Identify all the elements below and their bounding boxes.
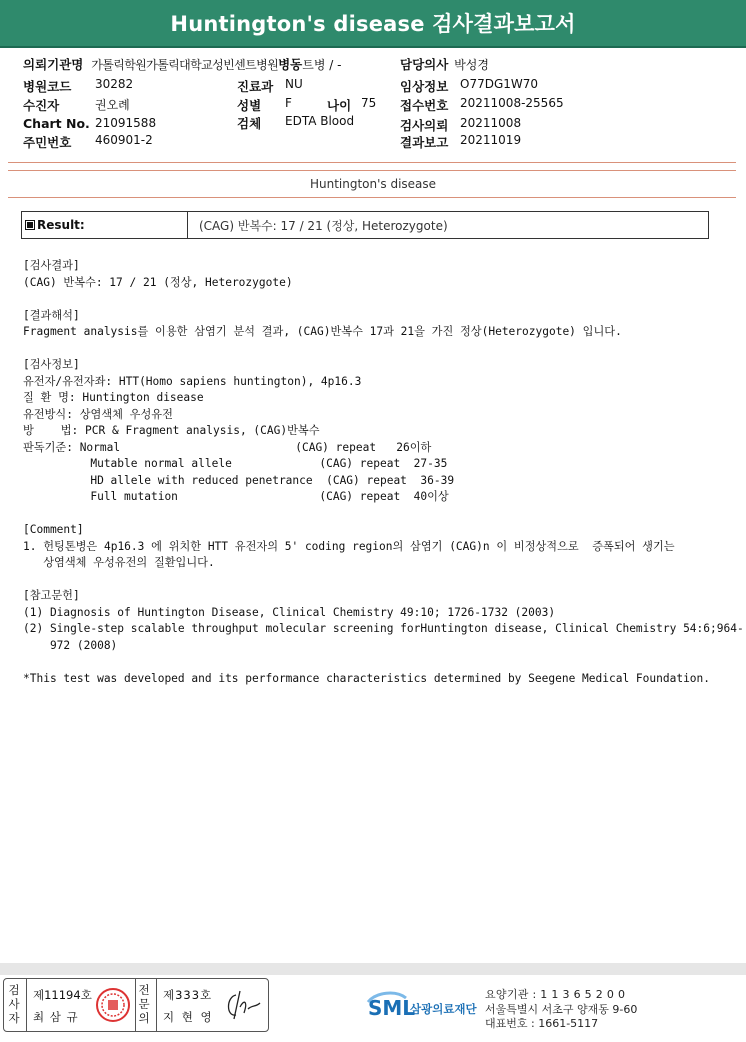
- divider-top-2: [8, 170, 736, 171]
- result-box: [21, 211, 709, 239]
- body-line: Fragment analysis를 이용한 삼염기 분석 결과, (CAG)반복수 17과 21을 가진 정상(Heterozygote) 입니다.: [23, 325, 622, 338]
- body-line: Mutable normal allele (CAG) repeat 27-35: [23, 457, 448, 470]
- institution-value: 가톨릭학원가톨릭대학교성빈센트병원: [91, 58, 279, 72]
- checkbox-icon: [25, 220, 35, 230]
- body-line: (2) Single-step scalable throughput molecular screening forHuntington disease, Clinical Chemistry 54:6;964-: [23, 622, 744, 635]
- agency-code: 요양기관 : 1 1 3 6 5 2 0 0: [485, 988, 626, 1001]
- section-title: Huntington's disease: [309, 177, 437, 191]
- signature-box: [3, 978, 269, 1032]
- body-line: 유전자/유전자좌: HTT(Homo sapiens huntington), 4p16.3: [23, 374, 362, 388]
- sml-logo-text: SML: [368, 996, 416, 1020]
- reviewer-name: 지 현 영: [163, 1010, 214, 1024]
- divider-top: [8, 162, 736, 163]
- body-line: 1. 헌팅톤병은 4p16.3 에 위치한 HTT 유전자의 5' coding region의 삼염기 (CAG)n 이 비정상적으로 증폭되어 생기는: [23, 539, 675, 553]
- sex-value: F: [285, 96, 292, 110]
- body-line: 방 법: PCR & Fragment analysis, (CAG)반복수: [23, 424, 320, 437]
- body-line: 972 (2008): [23, 638, 118, 652]
- hospital-code-value: 30282: [95, 77, 134, 91]
- resident-no-value: 460901-2: [95, 133, 153, 147]
- section-heading: [검사결과]: [23, 259, 80, 272]
- tester-seal-icon: [95, 987, 131, 1023]
- section-heading: [검사정보]: [23, 358, 80, 371]
- patient-name-value: 권오례: [95, 98, 130, 112]
- address: 서울특별시 서초구 양재동 9-60: [485, 1003, 638, 1016]
- tester-license: 제11194호: [33, 988, 92, 1002]
- footer-band: [0, 963, 746, 975]
- section-heading: [Comment]: [23, 523, 84, 536]
- result-value: (CAG) 반복수: 17 / 21 (정상, Heterozygote): [199, 218, 448, 233]
- body-line: *This test was developed and its performance characteristics determined by Seegene Medical Foundation.: [23, 671, 711, 685]
- section-heading: [참고문헌]: [23, 589, 80, 602]
- doctor-row: 담당의사 박성경: [400, 57, 489, 72]
- body-line: 유전방식: 상염색체 우성유전: [23, 407, 173, 421]
- body-line: 판독기준: Normal (CAG) repeat 26이하: [23, 440, 432, 454]
- body-line: (CAG) 반복수: 17 / 21 (정상, Heterozygote): [23, 275, 293, 289]
- report-title: Huntington's disease 검사결과보고서: [170, 12, 576, 36]
- age-value: 75: [361, 96, 377, 110]
- chart-no-value: 21091588: [95, 116, 157, 130]
- result-label: Result:: [37, 218, 85, 232]
- foundation-name: 삼광의료재단: [410, 1002, 477, 1016]
- report-date-value: 20211019: [460, 133, 522, 147]
- reviewer-label: 전문의: [138, 983, 150, 1025]
- request-date-value: 20211008: [460, 116, 522, 130]
- department-value: NU: [285, 77, 303, 91]
- body-line: 질 환 명: Huntington disease: [23, 391, 204, 404]
- result-label-cell: [22, 212, 188, 238]
- hospital-code-row: 병원코드: [23, 79, 72, 94]
- ward-value: 트병 / -: [302, 58, 342, 72]
- tester-name: 최 삼 규: [33, 1010, 79, 1024]
- tester-label: 검사자: [8, 983, 20, 1025]
- body-line: (1) Diagnosis of Huntington Disease, Clinical Chemistry 49:10; 1726-1732 (2003): [23, 605, 556, 619]
- reviewer-license: 제333호: [163, 988, 213, 1002]
- report-title-bar: [0, 0, 746, 48]
- body-line: 상염색체 우성유전의 질환입니다.: [23, 556, 215, 569]
- body-line: HD allele with reduced penetrance (CAG) repeat 36-39: [23, 473, 455, 487]
- receipt-no-value: 20211008-25565: [460, 96, 564, 110]
- reviewer-signature-icon: [222, 987, 264, 1023]
- institution-row: 의뢰기관명 가톨릭학원가톨릭대학교성빈센트병원병동트병 / -: [23, 57, 342, 72]
- divider-bottom: [8, 197, 736, 198]
- clinical-info-value: O77DG1W70: [460, 77, 539, 91]
- body-line: Full mutation (CAG) repeat 40이상: [23, 490, 449, 503]
- phone: 대표번호 : 1661-5117: [485, 1017, 599, 1030]
- doctor-value: 박성경: [454, 58, 489, 72]
- specimen-value: EDTA Blood: [285, 114, 355, 128]
- section-heading: [결과해석]: [23, 308, 80, 322]
